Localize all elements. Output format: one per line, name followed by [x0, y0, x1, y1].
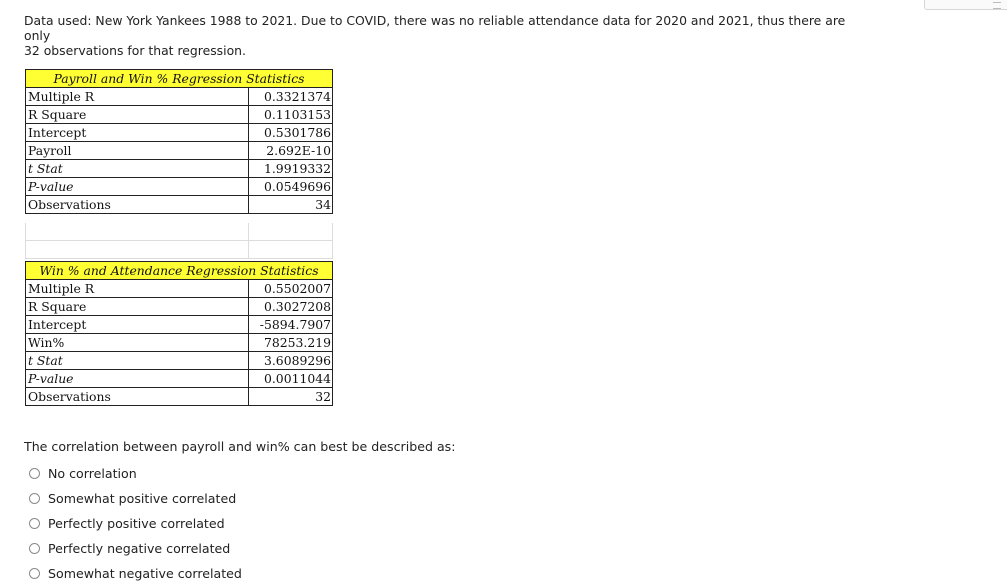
stat-label: P-value: [26, 178, 249, 196]
table-row: [26, 334, 333, 352]
stat-label: Intercept: [26, 124, 249, 142]
window-corner-control[interactable]: [924, 0, 1007, 10]
option-label[interactable]: Somewhat negative correlated: [48, 566, 242, 581]
empty-cell: [249, 223, 333, 241]
option-label[interactable]: Somewhat positive correlated: [48, 491, 237, 506]
table-row: [26, 316, 333, 334]
stat-value: 0.3321374: [249, 88, 333, 106]
stat-label: R Square: [26, 106, 249, 124]
table-row: [26, 178, 333, 196]
option-label[interactable]: Perfectly positive correlated: [48, 516, 225, 531]
question-text: The correlation between payroll and win% can best be described as:: [24, 439, 456, 454]
stat-label: Intercept: [26, 316, 249, 334]
table-row: [26, 196, 333, 214]
data-description-line-1: Data used: New York Yankees 1988 to 2021. Due to COVID, there was no reliable attendance data for 2020 and 2021, thus there are only: [24, 13, 846, 43]
empty-cell: [249, 241, 333, 259]
stat-value: 0.5301786: [249, 124, 333, 142]
stat-label: t Stat: [26, 160, 249, 178]
radio-button[interactable]: [29, 493, 40, 504]
stat-label: Observations: [26, 388, 249, 406]
payroll-win-regression-table: [25, 69, 333, 214]
table-row: [26, 106, 333, 124]
stat-label: Observations: [26, 196, 249, 214]
empty-cell: [26, 241, 249, 259]
stat-value: 0.5502007: [249, 280, 333, 298]
table-row: [26, 142, 333, 160]
spacer-rows: [25, 223, 333, 259]
menu-icon: [993, 2, 1001, 9]
stat-label: t Stat: [26, 352, 249, 370]
stat-value: 1.9919332: [249, 160, 333, 178]
table-row: [26, 88, 333, 106]
table-row: [26, 352, 333, 370]
option-perfectly-negative[interactable]: [29, 536, 242, 561]
table-row: [26, 160, 333, 178]
stat-value: 32: [249, 388, 333, 406]
stat-value: 2.692E-10: [249, 142, 333, 160]
table-title: Payroll and Win % Regression Statistics: [26, 70, 333, 88]
stat-value: -5894.7907: [249, 316, 333, 334]
table-row: [26, 388, 333, 406]
option-perfectly-positive[interactable]: [29, 511, 242, 536]
option-label[interactable]: No correlation: [48, 466, 137, 481]
radio-button[interactable]: [29, 543, 40, 554]
option-somewhat-positive[interactable]: [29, 486, 242, 511]
stat-label: R Square: [26, 298, 249, 316]
stat-label: Payroll: [26, 142, 249, 160]
data-description: [24, 13, 874, 58]
empty-cell: [26, 223, 249, 241]
stat-value: 3.6089296: [249, 352, 333, 370]
table-row: [26, 298, 333, 316]
stat-value: 0.1103153: [249, 106, 333, 124]
empty-row: [26, 223, 333, 241]
data-description-line-2: 32 observations for that regression.: [24, 43, 246, 58]
stat-label: P-value: [26, 370, 249, 388]
table-row: [26, 280, 333, 298]
stat-value: 78253.219: [249, 334, 333, 352]
stat-value: 34: [249, 196, 333, 214]
stat-label: Win%: [26, 334, 249, 352]
stat-value: 0.0011044: [249, 370, 333, 388]
empty-row: [26, 241, 333, 259]
option-somewhat-negative[interactable]: [29, 561, 242, 586]
stat-value: 0.0549696: [249, 178, 333, 196]
stat-value: 0.3027208: [249, 298, 333, 316]
radio-button[interactable]: [29, 568, 40, 579]
table-title: Win % and Attendance Regression Statistics: [26, 262, 333, 280]
option-no-correlation[interactable]: [29, 461, 242, 486]
win-attendance-regression-table: [25, 261, 333, 406]
table-row: [26, 124, 333, 142]
radio-button[interactable]: [29, 468, 40, 479]
stat-label: Multiple R: [26, 88, 249, 106]
option-label[interactable]: Perfectly negative correlated: [48, 541, 231, 556]
answer-options: [29, 461, 242, 586]
radio-button[interactable]: [29, 518, 40, 529]
table-row: [26, 370, 333, 388]
stat-label: Multiple R: [26, 280, 249, 298]
